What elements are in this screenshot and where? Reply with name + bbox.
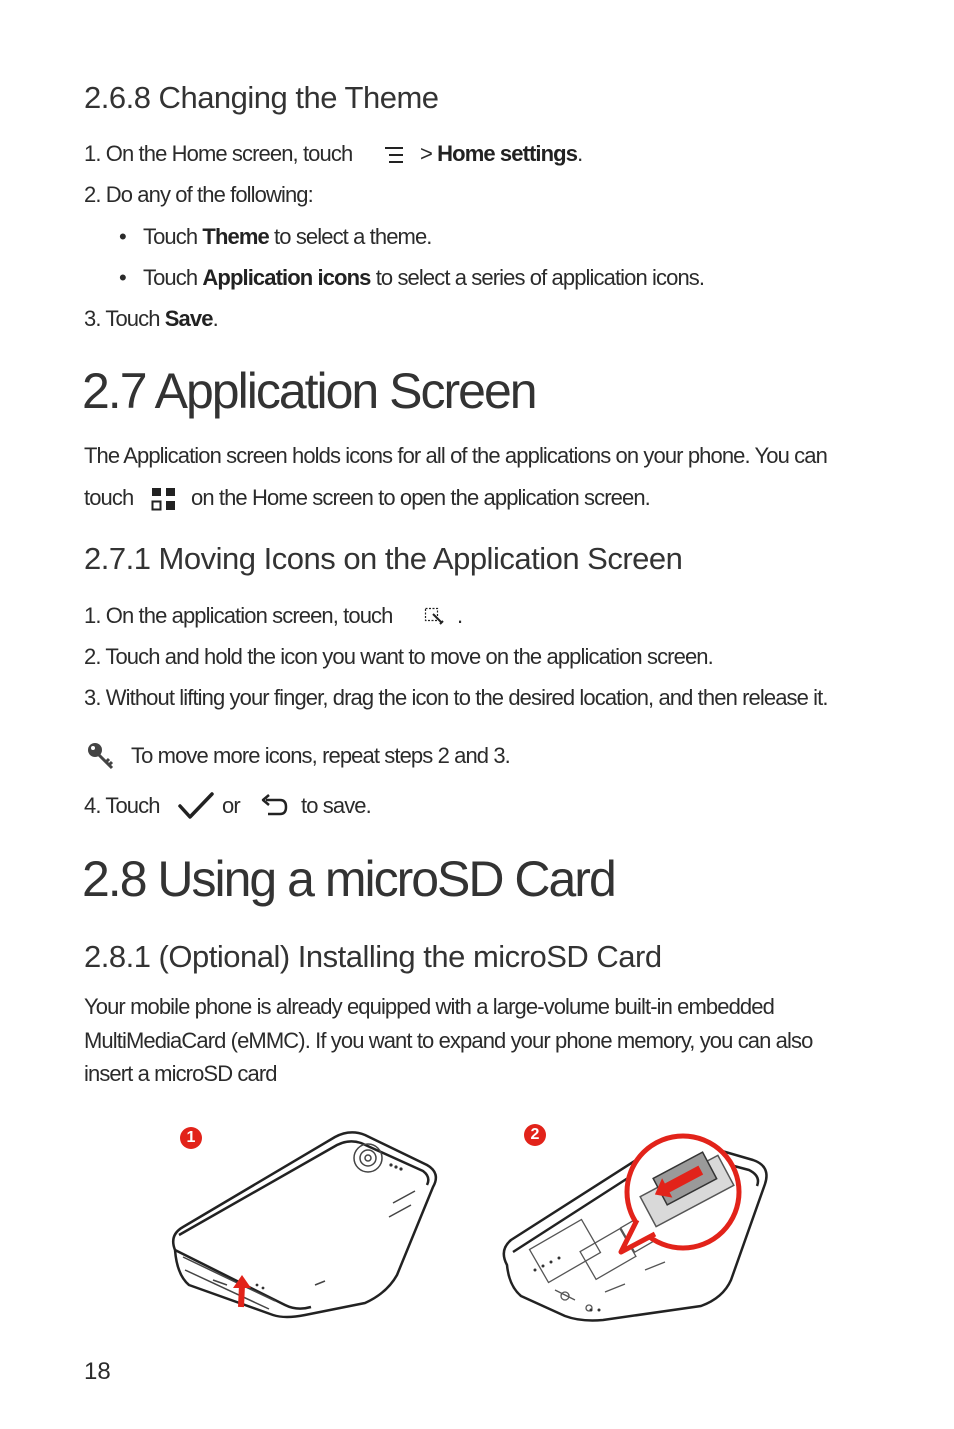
application-icons-label: Application icons: [202, 265, 371, 290]
theme-step-1: [84, 141, 352, 167]
section-heading-2-7-1: 2.7.1 Moving Icons on the Application Screen: [84, 541, 683, 576]
key-tip-icon: [86, 740, 118, 777]
section-heading-2-8: 2.8 Using a microSD Card: [82, 851, 615, 907]
move-step-4-post: to save.: [301, 793, 371, 818]
section-heading-2-7: 2.7 Application Screen: [82, 363, 536, 419]
theme-step-3-pre: 3. Touch: [84, 306, 165, 331]
move-step-2: 2. Touch and hold the icon you want to move on the application screen.: [84, 644, 713, 669]
app-screen-para-line-2-pre: touch: [84, 485, 134, 510]
arrow-separator: >: [420, 141, 438, 166]
home-settings-label: Home settings: [437, 141, 578, 166]
move-step-4-pre: 4. Touch: [84, 793, 160, 818]
app-screen-para-line-1: The Application screen holds icons for all of the applications on your phone. You can: [84, 443, 827, 468]
section-heading-2-8-1: 2.8.1 (Optional) Installing the microSD Card: [84, 939, 662, 974]
theme-step-3: [84, 306, 218, 332]
app-grid-icon: [151, 487, 177, 516]
microsd-para-line-3: insert a microSD card: [84, 1061, 277, 1086]
menu-icon: [383, 144, 407, 171]
microsd-para-line-1: Your mobile phone is already equipped with a large-volume built-in embedded: [84, 994, 774, 1019]
phone-insert-microsd-illustration: [495, 1120, 785, 1325]
step-marker-2: 2: [524, 1124, 546, 1146]
section-heading-2-6-8: 2.6.8 Changing the Theme: [84, 80, 439, 115]
bullet-theme-pre: Touch: [143, 224, 203, 249]
move-step-1: 1. On the application screen, touch: [84, 603, 393, 628]
bullet-app-icons-pre: Touch: [143, 265, 203, 290]
tip-text: To move more icons, repeat steps 2 and 3.: [131, 743, 510, 768]
step-marker-1: 1: [180, 1127, 202, 1149]
theme-step-1-tail: [420, 141, 582, 167]
app-screen-para-line-2-post: on the Home screen to open the application screen.: [191, 485, 650, 510]
theme-step-1-text: 1. On the Home screen, touch: [84, 141, 353, 166]
bullet-mark: •: [119, 265, 126, 290]
bullet-theme-post: to select a theme.: [268, 224, 432, 249]
bullet-mark: •: [119, 224, 126, 249]
bullet-app-icons: [119, 265, 704, 291]
microsd-para-line-2: MultiMediaCard (eMMC). If you want to expand your phone memory, you can also: [84, 1028, 813, 1053]
save-label: Save: [164, 306, 213, 331]
page-number: 18: [84, 1358, 111, 1385]
period: .: [577, 141, 583, 166]
bullet-app-icons-post: to select a series of application icons.: [370, 265, 705, 290]
theme-step-2: 2. Do any of the following:: [84, 182, 313, 207]
move-step-4-or: or: [222, 793, 240, 818]
period: .: [212, 306, 218, 331]
edit-icon: [424, 605, 446, 632]
move-step-1-end: .: [457, 603, 463, 628]
bullet-theme: [119, 224, 432, 250]
checkmark-icon: [177, 791, 215, 826]
phone-remove-cover-illustration: [165, 1125, 445, 1325]
move-step-3: 3. Without lifting your finger, drag the icon to the desired location, and then release it.: [84, 685, 828, 710]
back-arrow-icon: [258, 792, 290, 825]
theme-label: Theme: [202, 224, 269, 249]
